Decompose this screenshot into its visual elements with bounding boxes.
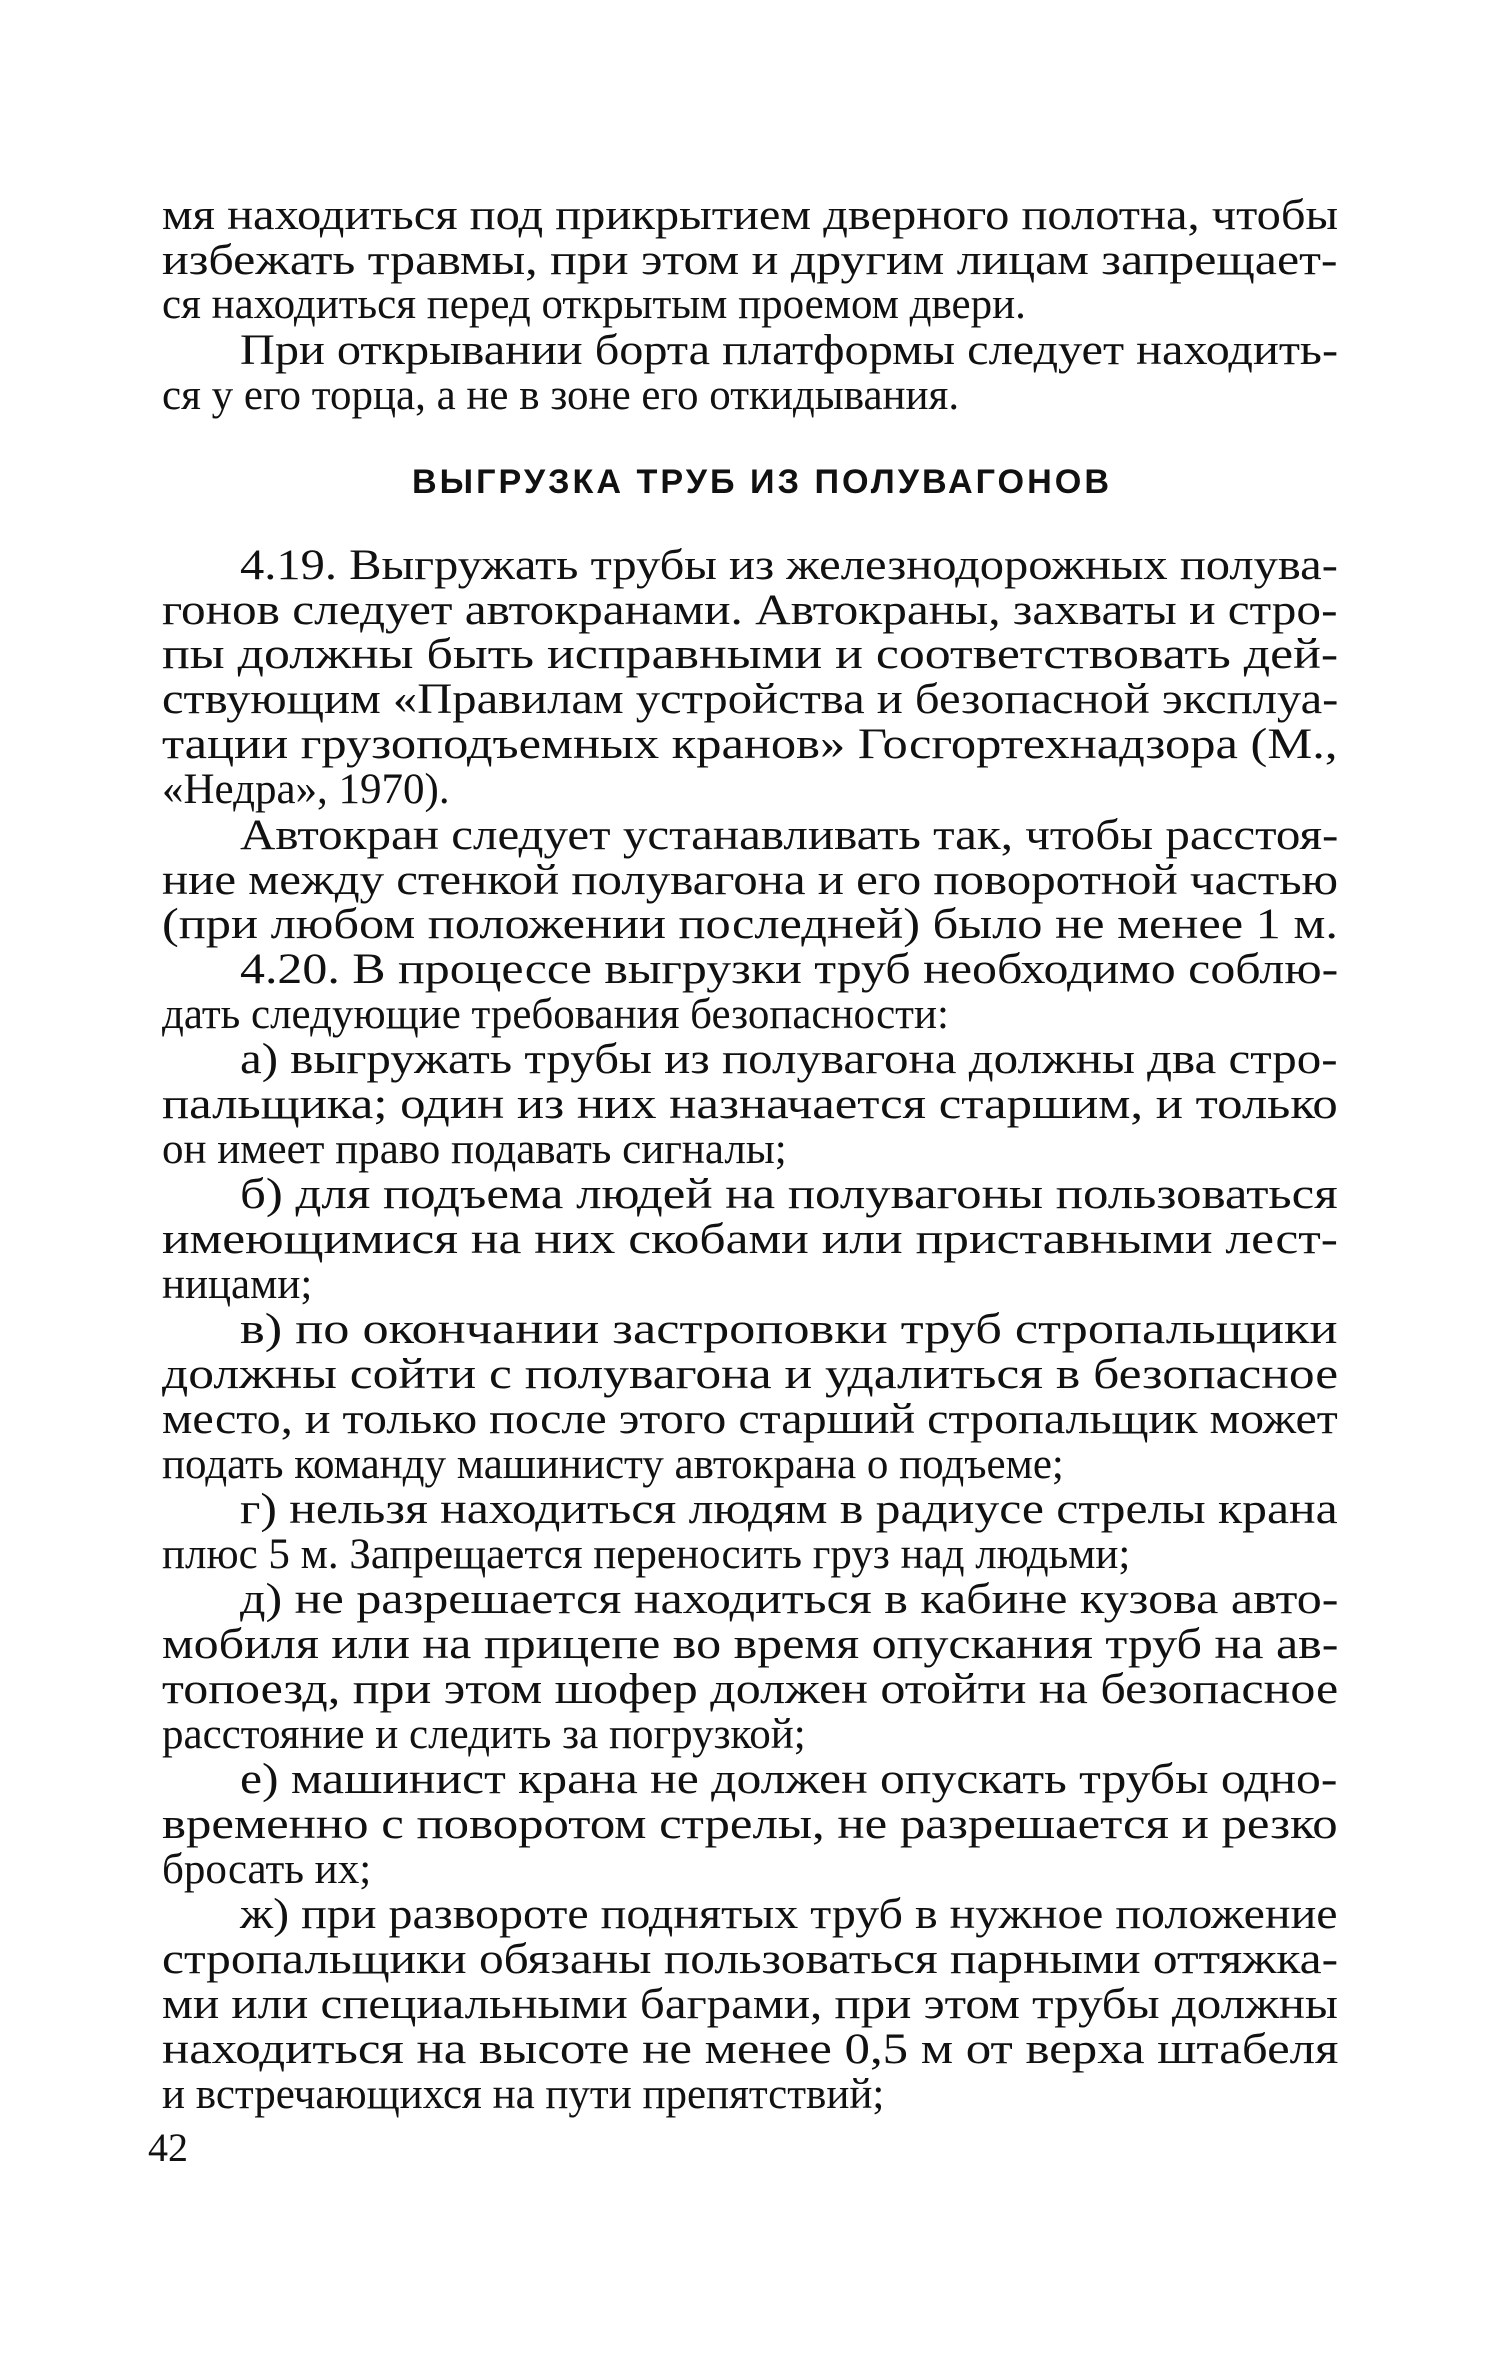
text-line: подать команду машинисту автокрана о подъеме; <box>162 1441 1064 1488</box>
text-line: топоезд, при этом шофер должен отойти на безопасное <box>162 1666 1339 1713</box>
text-line: дать следующие требования безопасности: <box>162 991 949 1038</box>
text-line: «Недра», 1970). <box>162 766 450 813</box>
text-line: должны сойти с полувагона и удалиться в безопасное <box>162 1351 1339 1398</box>
text-line: стропальщики обязаны пользоваться парными оттяжка- <box>162 1936 1339 1983</box>
text-line: ницами; <box>162 1261 313 1308</box>
text-line: находиться на высоте не менее 0,5 м от верха штабеля <box>162 2026 1339 2073</box>
text-line: е) машинист крана не должен опускать трубы одно- <box>240 1756 1338 1803</box>
text-line: тации грузоподъемных кранов» Госгортехнадзора (М., <box>162 721 1338 768</box>
text-line: а) выгружать трубы из полувагона должны два стро- <box>240 1036 1338 1083</box>
text-line: ние между стенкой полувагона и его поворотной частью <box>162 857 1339 904</box>
text-line: мя находиться под прикрытием дверного полотна, чтобы <box>162 192 1339 239</box>
text-line: временно с поворотом стрелы, не разрешается и резко <box>162 1801 1338 1848</box>
text-line: и встречающихся на пути препятствий; <box>162 2071 885 2118</box>
text-line: пы должны быть исправными и соответствовать дей- <box>162 631 1339 678</box>
text-line: При открывании борта платформы следует находить- <box>240 327 1339 374</box>
text-line: ми или специальными баграми, при этом трубы должны <box>162 1981 1338 2028</box>
text-line: гонов следует автокранами. Автокраны, захваты и стро- <box>162 587 1338 634</box>
text-line: ствующим «Правилам устройства и безопасной эксплуа- <box>162 676 1339 723</box>
text-line: ж) при развороте поднятых труб в нужное положение <box>240 1891 1338 1938</box>
text-line: б) для подъема людей на полувагоны пользоваться <box>240 1171 1338 1218</box>
text-line: избежать травмы, при этом и другим лицам запрещает- <box>162 237 1338 284</box>
text-line: г) нельзя находиться людям в радиусе стрелы крана <box>240 1486 1338 1533</box>
text-line: ся находиться перед открытым проемом двери. <box>162 281 1026 328</box>
text-line: 4.20. В процессе выгрузки труб необходимо соблю- <box>240 946 1339 993</box>
text-line: д) не разрешается находиться в кабине кузова авто- <box>240 1576 1339 1623</box>
text-line: ся у его торца, а не в зоне его откидывания. <box>162 372 960 419</box>
section-heading: ВЫГРУЗКА ТРУБ ИЗ ПОЛУВАГОНОВ <box>412 463 1113 501</box>
text-line: он имеет право подавать сигналы; <box>162 1126 787 1173</box>
text-line: 4.19. Выгружать трубы из железнодорожных полува- <box>240 542 1338 589</box>
text-line: место, и только после этого старший стропальщик может <box>162 1396 1338 1443</box>
text-line: в) по окончании застроповки труб стропальщики <box>240 1306 1338 1353</box>
text-line: пальщика; один из них назначается старшим, и только <box>162 1081 1338 1128</box>
page-number: 42 <box>148 2125 188 2170</box>
text-line: Автокран следует устанавливать так, чтобы расстоя- <box>240 812 1339 859</box>
text-line: бросать их; <box>162 1846 372 1893</box>
text-line: имеющимися на них скобами или приставными лест- <box>162 1216 1338 1263</box>
text-line: (при любом положении последней) было не менее 1 м. <box>162 901 1339 948</box>
text-line: мобиля или на прицепе во время опускания труб на ав- <box>162 1621 1339 1668</box>
text-line: расстояние и следить за погрузкой; <box>162 1711 806 1758</box>
text-line: плюс 5 м. Запрещается переносить груз над людьми; <box>162 1531 1131 1578</box>
